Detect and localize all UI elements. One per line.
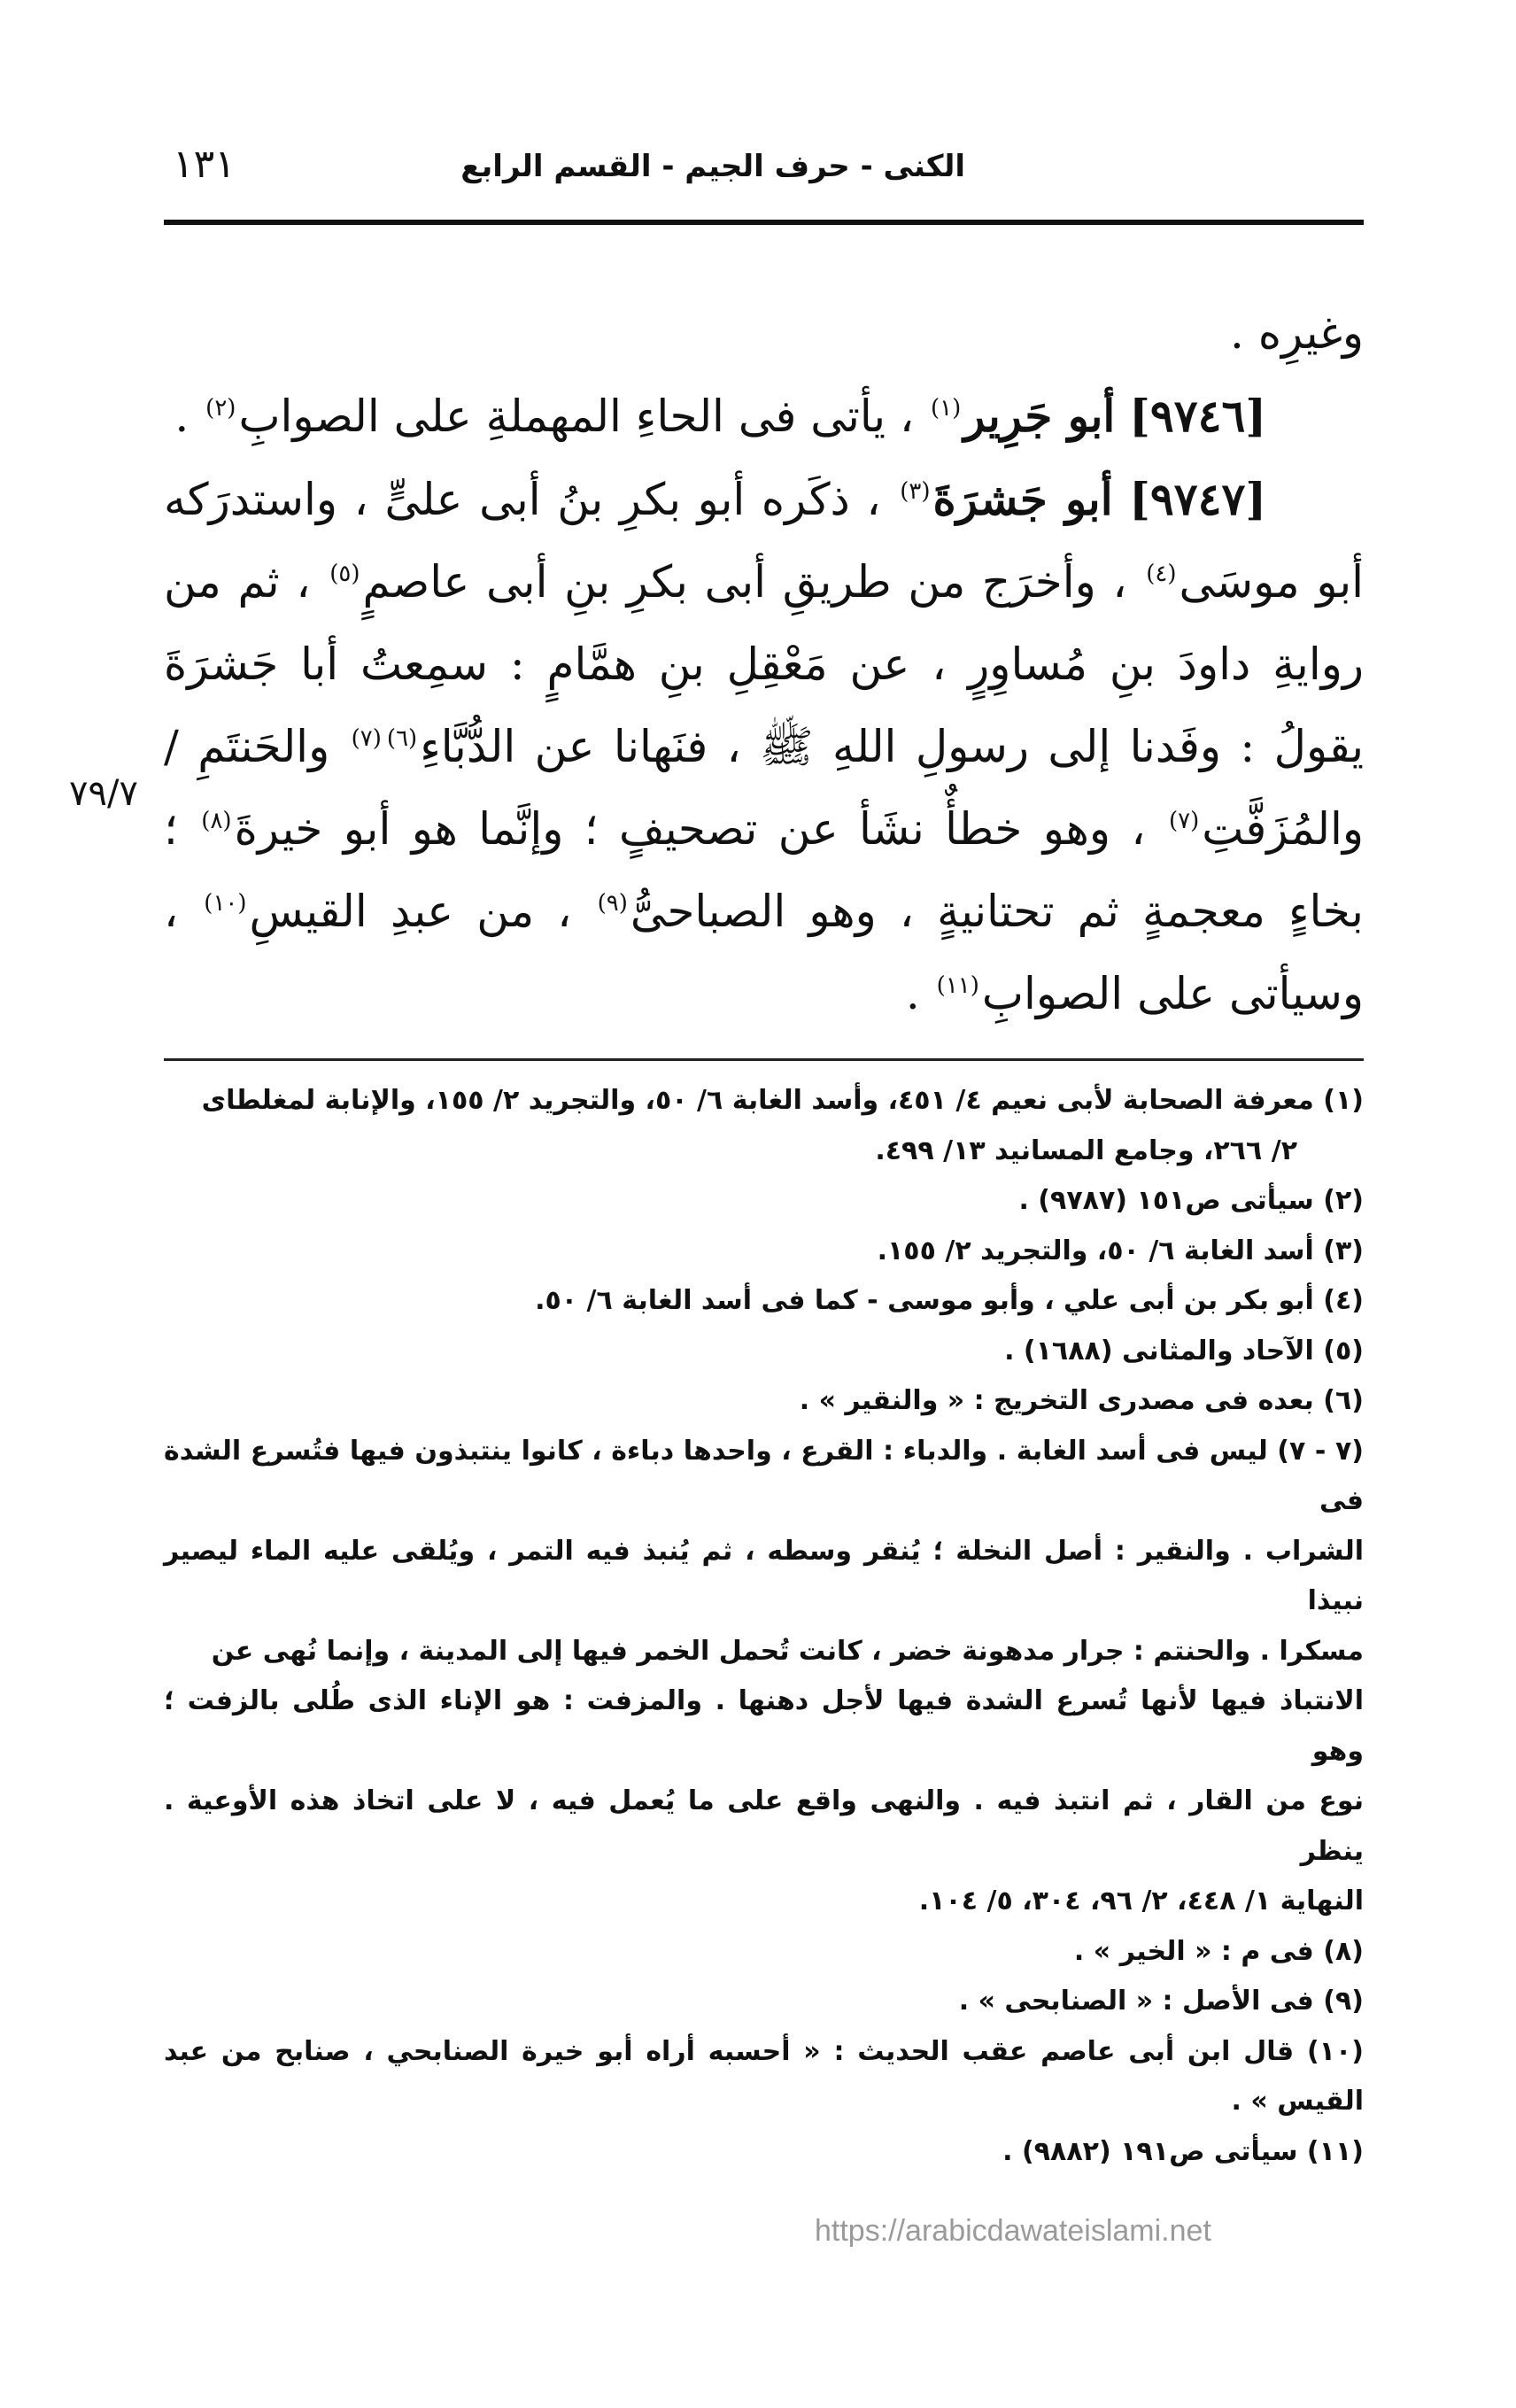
- footnote-line: الشراب . والنقير : أصل النخلة ؛ يُنقر وسطه ، ثم يُنبذ فيه التمر ، ويُلقى عليه الماء ليصير نبيذا: [164, 1535, 1364, 1616]
- entry-number: [٩٧٤٦]: [1129, 390, 1266, 442]
- header-rule: [164, 220, 1364, 225]
- footnote-line: (١١) سيأتى ص١٩١ (٩٨٨٢) .: [1002, 2135, 1364, 2167]
- entry-text: ، وهو خطأٌ نشَأ عن تصحيفٍ ؛ وإنَّما هو أبو خيرةَ: [234, 803, 1146, 855]
- main-text: [164, 292, 1364, 1035]
- footnote-marker: (٤): [1146, 561, 1177, 588]
- footnote-marker: (٦): [386, 725, 418, 753]
- footnote-marker: (١): [931, 395, 962, 422]
- entry-name: أبو جَشرَةَ: [932, 473, 1113, 525]
- margin-reference: ٧٩/٧: [69, 773, 138, 814]
- footnote-marker: (٧): [1168, 808, 1200, 835]
- entry-9746: [164, 375, 1364, 458]
- entry-name: أبو جَرِير: [963, 390, 1116, 442]
- footnote-marker: (١٠): [204, 890, 247, 918]
- footnote-7-cont: [164, 1676, 1364, 1777]
- entry-text: ، ذكَره أبو بكرِ بنُ أبى علىٍّ ، واستدرَكه أبو موسَى: [164, 474, 1365, 608]
- footnote-line: (٥) الآحاد والمثانى (١٦٨٨) .: [1004, 1335, 1364, 1367]
- running-title: الكنى - حرف الجيم - القسم الرابع: [460, 149, 965, 184]
- page-header: [164, 142, 1364, 204]
- footnote-marker: (٢): [205, 395, 236, 422]
- footnote-3: [164, 1227, 1364, 1277]
- watermark-url: https://arabicdawateislami.net: [815, 2214, 1211, 2248]
- entry-text: ، من عبدِ القيسِ: [249, 886, 572, 937]
- footnote-5: [164, 1327, 1364, 1377]
- entry-number: [٩٧٤٧]: [1129, 473, 1267, 525]
- footnote-marker: (٥): [329, 561, 360, 588]
- footnote-6: [164, 1376, 1364, 1427]
- lead-text: وغيرِه .: [1230, 307, 1364, 359]
- footnote-1-cont: [164, 1127, 1364, 1177]
- footnote-marker: (٣): [900, 478, 931, 506]
- footnote-line: (٧ - ٧) ليس فى أسد الغابة . والدباء : القرع ، واحدها دباءة ، كانوا ينتبذون فيها فتُسرع الشدة فى: [164, 1435, 1365, 1516]
- footnote-7-cont: [164, 1527, 1364, 1627]
- footnote-marker: (٨): [201, 808, 232, 835]
- footnote-line: (٤) أبو بكر بن أبى علي ، وأبو موسى - كما فى أسد الغابة ٦/ ٥٠.: [535, 1285, 1364, 1316]
- footnote-7: [164, 1427, 1364, 1527]
- entry-text: ، وأخرَج من طريقِ أبى بكرِ بنِ أبى عاصمٍ: [362, 556, 1127, 608]
- footnote-10: [164, 2027, 1364, 2127]
- footnote-line: مسكرا . والحنتم : جرار مدهونة خضر ، كانت تُحمل الخمر فيها إلى المدينة ، وإنما نُهى عن: [211, 1635, 1364, 1667]
- footnote-1: [164, 1076, 1364, 1127]
- footnote-marker: (٩): [597, 890, 628, 918]
- footnote-7-cont: [164, 1777, 1364, 1877]
- footnote-line: النهاية ١/ ٤٤٨، ٢/ ٩٦، ٣٠٤، ٥/ ١٠٤.: [918, 1885, 1364, 1916]
- footnote-line: (٢) سيأتى ص١٥١ (٩٧٨٧) .: [1018, 1185, 1364, 1216]
- footnotes-rule: [164, 1058, 1364, 1061]
- footnote-4: [164, 1276, 1364, 1327]
- footnote-9: [164, 1977, 1364, 2027]
- footnote-line: نوع من القار ، ثم انتبذ فيه . والنهى واقع على ما يُعمل فيه ، لا على اتخاذ هذه الأوعية . ينظر: [164, 1785, 1364, 1867]
- footnote-marker: (١١): [936, 972, 979, 1000]
- entry-end: .: [905, 968, 920, 1019]
- entry-9747: [164, 458, 1364, 1035]
- entry-text: ؛ بخاءٍ معجمةٍ ثم تحتانيةٍ ، وهو الصباحىُّ: [164, 803, 1364, 937]
- footnote-7-cont: [164, 1627, 1364, 1677]
- entry-text: ، وسيأتى على الصوابِ: [164, 886, 1364, 1019]
- footnote-marker: (٧): [351, 725, 382, 753]
- entry-text: ، يأتى فى الحاءِ المهملةِ على الصوابِ: [238, 391, 915, 442]
- footnote-line: (٣) أسد الغابة ٦/ ٥٠، والتجريد ٢/ ١٥٥.: [877, 1235, 1364, 1266]
- footnote-8: [164, 1927, 1364, 1978]
- footnote-11: [164, 2127, 1364, 2178]
- footnote-line: الانتباذ فيها لأنها تُسرع الشدة فيها لأجل دهنها . والمزفت : هو الإناء الذى طُلى بالزفت ؛ وهو: [164, 1685, 1364, 1767]
- entry-text: والحَنتَمِ / والمُزَفَّتِ: [164, 721, 1364, 855]
- footnote-line: (٦) بعده فى مصدرى التخريج : « والنقير » .: [799, 1385, 1364, 1416]
- footnote-line: (١٠) قال ابن أبى عاصم عقب الحديث : « أحسبه أراه أبو خيرة الصنابحي ، صنابح من عبد القيس » .: [164, 2035, 1364, 2117]
- footnote-line: (٩) فى الأصل : « الصنابحى » .: [958, 1986, 1364, 2017]
- entry-end: .: [174, 391, 190, 442]
- footnote-line: ٢/ ٢٦٦، وجامع المسانيد ١٣/ ٤٩٩.: [875, 1134, 1297, 1166]
- footnote-line: (١) معرفة الصحابة لأبى نعيم ٤/ ٤٥١، وأسد الغابة ٦/ ٥٠، والتجريد ٢/ ١٥٥، والإنابة لمغلطاى: [201, 1085, 1364, 1116]
- entry-text: ، ثم من روايةِ داودَ بنِ مُساوِرٍ ، عن مَعْقِلِ بنِ همَّامٍ : سمِعتُ أبا جَشرَةَ يقولُ : وفَدنا إلى رسولِ اللهِ ﷺ ، فنَهانا عن الدُّبَّاءِ: [164, 556, 1364, 772]
- footnotes: [164, 1076, 1364, 2177]
- footnote-2: [164, 1176, 1364, 1227]
- footnote-7-cont: [164, 1877, 1364, 1927]
- page-number: ١٣١: [173, 142, 236, 187]
- footnote-line: (٨) فى م : « الخير » .: [1073, 1935, 1364, 1967]
